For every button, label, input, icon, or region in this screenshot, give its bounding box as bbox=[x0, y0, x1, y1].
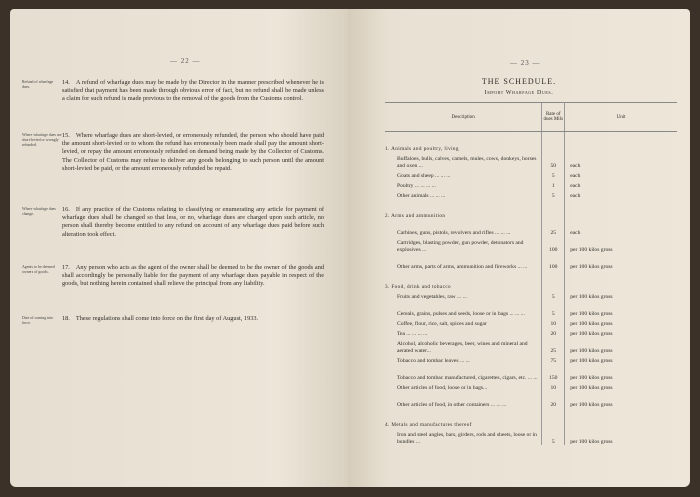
section-number: 15. bbox=[62, 132, 70, 139]
right-page-number: — 23 — bbox=[510, 59, 541, 67]
item-unit: per 100 kilos gross bbox=[570, 401, 613, 408]
section-number: 17. bbox=[62, 264, 70, 271]
item-unit: per 100 kilos gross bbox=[570, 321, 613, 327]
category-heading: 4. Metals and manufactures thereof bbox=[385, 422, 472, 428]
item-description: Goats and sheep ... ... ... bbox=[397, 173, 451, 179]
section-16 bbox=[22, 206, 324, 239]
item-description: Iron and steel angles, bars, girders, rods and sheets, loose or in bundles ... bbox=[397, 432, 537, 445]
table-row bbox=[385, 219, 677, 236]
section-number: 18. bbox=[62, 315, 70, 322]
section-body: If any practice of the Customs relating to classifying or enumerating any article for payment of wharfage dues shall be changed so that less, or no, wharfage dues are charged upon such article, no person shall thereby become entitled to any refund on account of any wharfage dues paid before such alteration took effect. bbox=[62, 206, 324, 238]
item-description: Coffee, flour, rice, salt, spices and sugar bbox=[397, 321, 487, 327]
unit-cell bbox=[565, 138, 677, 152]
item-rate: 5 bbox=[542, 169, 565, 179]
section-text bbox=[62, 132, 324, 173]
table-row bbox=[385, 317, 677, 327]
table-row bbox=[385, 152, 677, 169]
item-description: Fruits and vegetables, raw ... ... bbox=[397, 294, 467, 300]
item-description: Tobacco and tombac manufactured, cigarettes, cigars, etc. ... ... bbox=[397, 374, 538, 381]
item-description: Other animals ... ... ... bbox=[397, 193, 446, 199]
item-rate: 5 bbox=[542, 290, 565, 300]
margin-note: Agents to be deemed owners of goods. bbox=[22, 265, 55, 274]
item-description: Cartridges, blasting powder, gun powder, detonators and explosives ... bbox=[397, 240, 524, 253]
category-row bbox=[385, 276, 677, 290]
section-body: These regulations shall come into force on the first day of August, 1933. bbox=[75, 315, 259, 322]
schedule-title: THE SCHEDULE. bbox=[481, 77, 557, 86]
header-unit: Unit bbox=[565, 103, 677, 132]
table-row bbox=[385, 381, 677, 391]
table-row bbox=[385, 428, 677, 445]
item-unit: each bbox=[570, 162, 581, 169]
item-description: Poultry ... ... ... ... bbox=[397, 183, 436, 189]
item-description: Alcohol, alcoholic beverages, beer, wines and mineral and aerated water... bbox=[397, 341, 528, 354]
right-page bbox=[348, 9, 690, 487]
rate-cell bbox=[542, 276, 565, 290]
item-rate: 20 bbox=[542, 391, 565, 408]
item-description: Cereals, grains, pulses and seeds, loose or in bags ... ... ... bbox=[397, 310, 525, 317]
item-rate: 10 bbox=[542, 381, 565, 391]
category-row bbox=[385, 205, 677, 219]
item-rate: 20 bbox=[542, 327, 565, 337]
item-description: Other articles of food, in other containers ... ... ... bbox=[397, 401, 507, 408]
table-row bbox=[385, 327, 677, 337]
item-rate: 100 bbox=[542, 253, 565, 270]
section-body: Any person who acts as the agent of the owner shall be deemed to be the owner of the goods and shall accordingly be personally liable for the payment of any wharfage dues payable in respect of the goods, but nothing herein contained shall relieve the principal from any liability. bbox=[62, 264, 324, 288]
table-row bbox=[385, 236, 677, 253]
section-14 bbox=[22, 79, 324, 104]
item-rate: 5 bbox=[542, 189, 565, 199]
table-row bbox=[385, 354, 677, 364]
item-unit: per 100 kilos gross bbox=[570, 374, 613, 381]
item-description: Tobacco and tombac leaves ... ... bbox=[397, 358, 470, 364]
category-heading: 1. Animals and poultry, living bbox=[385, 146, 459, 152]
wharfage-dues-table bbox=[385, 102, 677, 445]
rate-cell bbox=[542, 205, 565, 219]
item-unit: per 100 kilos gross bbox=[570, 438, 613, 445]
section-number: 14. bbox=[62, 79, 70, 86]
rate-cell bbox=[542, 138, 565, 152]
section-body: Where wharfage dues are short-levied, or erroneously refunded, the person who should have paid the amount short-levied or to whom the refund has erroneously been made shall pay the amount short-levied, or repay the amount erroneously refunded on demand being made by the Collector of Customs. The Collector of Customs may refuse to deliver any goods belonging to such person until the amount short-levied be paid, or the amount erroneously refunded be repaid. bbox=[62, 132, 324, 172]
item-unit: per 100 kilos gross bbox=[570, 263, 613, 270]
margin-note: Refund of wharfage dues. bbox=[22, 80, 54, 89]
section-body: A refund of wharfage dues may be made by the Director in the manner prescribed whenever he is satisfied that payment has been made through obvious error of fact, but no refund shall be made unless a claim for such refund is made previous to the removal of the goods from the Customs control. bbox=[62, 79, 324, 103]
section-18 bbox=[22, 315, 324, 325]
table-row bbox=[385, 189, 677, 199]
item-description: Other articles of food, loose or in bags... bbox=[397, 385, 488, 391]
section-15 bbox=[22, 132, 324, 173]
item-rate: 5 bbox=[542, 428, 565, 445]
item-unit: each bbox=[570, 229, 581, 236]
section-text bbox=[62, 315, 324, 323]
item-rate: 150 bbox=[542, 364, 565, 381]
table-row bbox=[385, 337, 677, 354]
item-rate: 1 bbox=[542, 179, 565, 189]
item-unit: per 100 kilos gross bbox=[570, 358, 613, 364]
item-unit: each bbox=[570, 183, 581, 189]
item-rate: 10 bbox=[542, 317, 565, 327]
unit-cell bbox=[565, 276, 677, 290]
table-row bbox=[385, 169, 677, 179]
section-17 bbox=[22, 264, 324, 289]
item-unit: per 100 kilos gross bbox=[570, 347, 613, 354]
rate-cell bbox=[542, 414, 565, 428]
table-row bbox=[385, 253, 677, 270]
margin-note: Where wharfage dues are short-levied or wrongly refunded. bbox=[22, 133, 62, 147]
item-description: Other arms, parts of arms, ammunition and fireworks ... ... bbox=[397, 263, 528, 270]
item-unit: each bbox=[570, 173, 581, 179]
category-row bbox=[385, 414, 677, 428]
item-rate: 5 bbox=[542, 300, 565, 317]
item-unit: per 100 kilos gross bbox=[570, 385, 613, 391]
table-row bbox=[385, 391, 677, 408]
item-rate: 50 bbox=[542, 152, 565, 169]
left-page-number: — 22 — bbox=[170, 57, 201, 65]
item-unit: per 100 kilos gross bbox=[570, 310, 613, 317]
header-rate: Rate of dues Mils bbox=[542, 103, 565, 132]
unit-cell bbox=[565, 205, 677, 219]
table-header-row bbox=[385, 103, 677, 132]
margin-note: Where wharfage dues change. bbox=[22, 207, 56, 216]
table-row bbox=[385, 300, 677, 317]
section-text bbox=[62, 79, 324, 104]
category-heading: 2. Arms and ammunition bbox=[385, 213, 446, 219]
item-rate: 25 bbox=[542, 337, 565, 354]
header-description: Description bbox=[385, 103, 542, 132]
table-row bbox=[385, 290, 677, 300]
item-description: Tea ... ... ... ... bbox=[397, 331, 428, 337]
section-number: 16. bbox=[62, 206, 70, 213]
item-unit: each bbox=[570, 193, 581, 199]
category-row bbox=[385, 138, 677, 152]
category-heading: 3. Food, drink and tobacco bbox=[385, 284, 452, 290]
table-body bbox=[385, 132, 677, 446]
item-description: Carbines, guns, pistols, revolvers and rifles ... ... ... bbox=[397, 229, 511, 236]
item-unit: per 100 kilos gross bbox=[570, 331, 613, 337]
item-unit: per 100 kilos gross bbox=[570, 246, 613, 253]
table-row bbox=[385, 179, 677, 189]
margin-note: Date of coming into force. bbox=[22, 316, 54, 325]
item-description: Buffaloes, bulls, calves, camels, mules, cows, donkeys, horses and oxen ... bbox=[397, 156, 537, 169]
section-text bbox=[62, 206, 324, 239]
unit-cell bbox=[565, 414, 677, 428]
item-rate: 75 bbox=[542, 354, 565, 364]
left-page bbox=[10, 9, 348, 487]
item-unit: per 100 kilos gross bbox=[570, 294, 613, 300]
schedule-subtitle: Import Wharfage Dues. bbox=[484, 90, 554, 96]
table-row bbox=[385, 364, 677, 381]
item-rate: 100 bbox=[542, 236, 565, 253]
item-rate: 25 bbox=[542, 219, 565, 236]
section-text bbox=[62, 264, 324, 289]
